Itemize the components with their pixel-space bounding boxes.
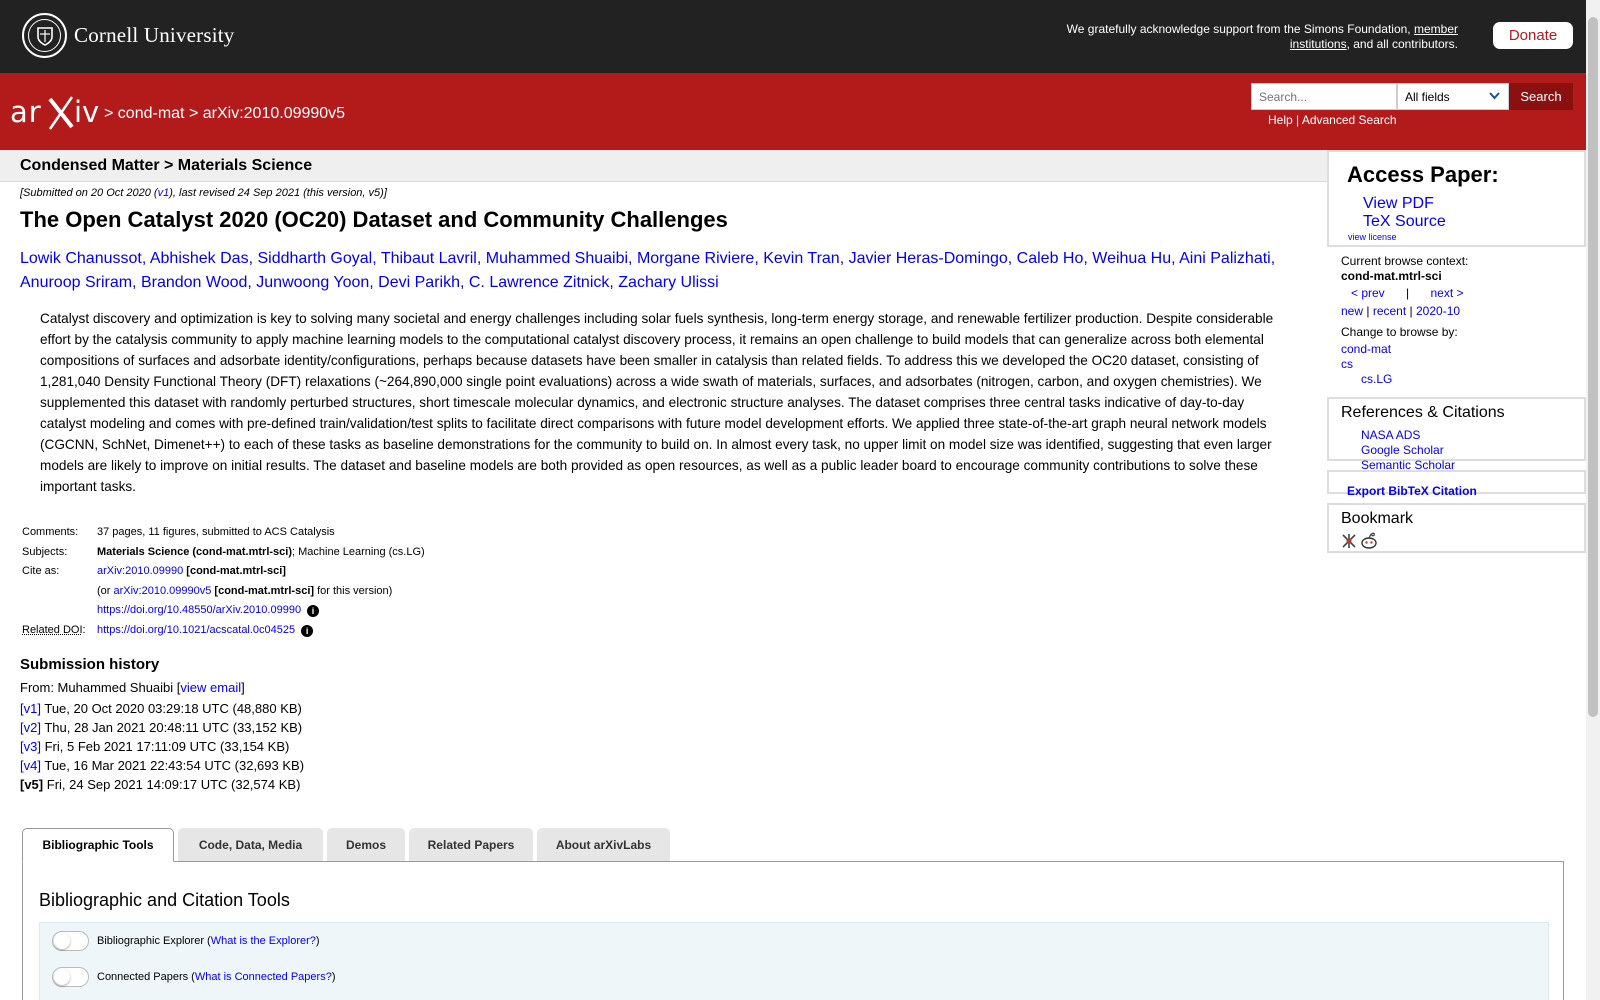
- author-link[interactable]: Kevin Tran: [763, 250, 840, 267]
- help-link[interactable]: Help: [1268, 113, 1293, 127]
- author-list: Lowik Chanussot, Abhishek Das, Siddharth Goyal, Thibaut Lavril, Muhammed Shuaibi, Morgane Riviere, Kevin Tran, Javier Heras-Domingo, Caleb Ho, Weihua Hu, Aini Palizhati, Anuroop Sriram, Brandon Wood, Junwoong Yoon, Devi Parikh, C. Lawrence Zitnick, Zachary Ulissi: [20, 250, 1276, 291]
- current-version-tag: [v5]: [20, 777, 44, 792]
- breadcrumb: > cond-mat > arXiv:2010.09990v5: [104, 105, 346, 122]
- breadcrumb-paper-id: arXiv:2010.09990v5: [202, 105, 346, 122]
- author-link[interactable]: Thibaut Lavril: [380, 250, 477, 267]
- author-link[interactable]: C. Lawrence Zitnick: [468, 274, 610, 291]
- cite-version-link[interactable]: arXiv:2010.09990v5: [113, 584, 212, 597]
- author-link[interactable]: Siddharth Goyal: [257, 250, 373, 267]
- cornell-logo[interactable]: [22, 13, 235, 58]
- member-institutions-link[interactable]: member institutions: [1289, 22, 1458, 51]
- author-link[interactable]: Muhammed Shuaibi: [485, 250, 629, 267]
- prev-next-nav: < prev | next >: [1351, 286, 1464, 300]
- tab-bibliographic-tools[interactable]: Bibliographic Tools: [22, 828, 174, 862]
- references-title: References & Citations: [1341, 404, 1505, 421]
- bookmark-title: Bookmark: [1341, 510, 1414, 527]
- search-input[interactable]: [1251, 83, 1397, 110]
- tab-related-papers[interactable]: Related Papers: [409, 828, 533, 861]
- scrollbar-thumb[interactable]: [1588, 17, 1598, 717]
- author-link[interactable]: Brandon Wood: [140, 274, 248, 291]
- primary-subject: Materials Science (cond-mat.mtrl-sci): [97, 545, 293, 558]
- view-email-link[interactable]: view email: [180, 680, 242, 695]
- view-pdf-link[interactable]: View PDF: [1363, 195, 1434, 212]
- labs-tabs: [22, 828, 674, 862]
- comments-value: 37 pages, 11 figures, submitted to ACS Catalysis: [97, 526, 335, 538]
- donate-button[interactable]: Donate: [1493, 22, 1573, 49]
- author-link[interactable]: Lowik Chanussot: [20, 250, 142, 267]
- access-paper-title: Access Paper:: [1347, 162, 1499, 187]
- author-link[interactable]: Junwoong Yoon: [256, 274, 370, 291]
- recent-link[interactable]: recent: [1372, 304, 1407, 318]
- submission-dateline: [Submitted on 20 Oct 2020 (v1), last revised 24 Sep 2021 (this version, v5)]: [20, 187, 387, 199]
- browse-context-value: cond-mat.mtrl-sci: [1341, 269, 1442, 283]
- subjects-row: Subjects: Materials Science (cond-mat.mtrl-sci); Machine Learning (cs.LG): [22, 545, 425, 558]
- tab-about-arxivlabs[interactable]: About arXivLabs: [537, 828, 670, 861]
- author-link[interactable]: Devi Parikh: [378, 274, 460, 291]
- info-icon[interactable]: i: [301, 625, 313, 637]
- chevron-down-icon: [1488, 89, 1501, 105]
- connected-papers-row: Connected Papers ( What is Connected Papers? ): [52, 967, 335, 987]
- panel-title: Bibliographic and Citation Tools: [39, 890, 290, 910]
- version-item: [v2] Thu, 28 Jan 2021 20:48:11 UTC (33,152 KB): [20, 720, 303, 735]
- version-link[interactable]: [v3]: [20, 739, 41, 754]
- arxiv-header: [0, 73, 1586, 150]
- advanced-search-link[interactable]: Advanced Search: [1301, 113, 1397, 127]
- view-license-link[interactable]: view license: [1348, 232, 1397, 242]
- cornell-seal-icon: [22, 13, 67, 58]
- page-scrollbar[interactable]: [1586, 0, 1600, 1000]
- tools-box: [39, 922, 1549, 1000]
- semantic-scholar-link[interactable]: Semantic Scholar: [1361, 458, 1456, 472]
- version-item: [v5] Fri, 24 Sep 2021 14:09:17 UTC (32,574 KB): [20, 777, 301, 792]
- paper-title: The Open Catalyst 2020 (OC20) Dataset and Community Challenges: [20, 207, 728, 232]
- what-is-connected-papers-link[interactable]: What is Connected Papers?: [194, 971, 332, 983]
- doi-row: [20, 602, 427, 622]
- nasa-ads-link[interactable]: NASA ADS: [1361, 428, 1421, 442]
- export-bibtex-link[interactable]: Export BibTeX Citation: [1347, 484, 1477, 498]
- submission-from: From: Muhammed Shuaibi [view email]: [20, 680, 245, 695]
- month-link[interactable]: 2020-10: [1416, 304, 1461, 318]
- tab-demos[interactable]: Demos: [327, 828, 405, 861]
- author-link[interactable]: Weihua Hu: [1092, 250, 1172, 267]
- arxiv-logo[interactable]: [10, 93, 100, 136]
- svg-text:iv: iv: [74, 95, 100, 129]
- google-scholar-link[interactable]: Google Scholar: [1361, 443, 1444, 457]
- version-link[interactable]: [v1]: [20, 701, 41, 716]
- change-browse-label: Change to browse by:: [1341, 325, 1458, 339]
- what-is-explorer-link[interactable]: What is the Explorer?: [210, 935, 316, 947]
- svg-text:ar: ar: [10, 95, 42, 129]
- browse-cond-mat-link[interactable]: cond-mat: [1341, 342, 1392, 356]
- cornell-banner: [0, 0, 1586, 73]
- author-link[interactable]: Morgane Riviere: [636, 250, 755, 267]
- bibsonomy-icon[interactable]: [1341, 533, 1357, 552]
- author-link[interactable]: Abhishek Das: [149, 250, 249, 267]
- search-button[interactable]: Search: [1509, 83, 1573, 110]
- prev-link[interactable]: < prev: [1351, 286, 1385, 300]
- author-link[interactable]: Anuroop Sriram: [20, 274, 133, 291]
- submission-history-title: Submission history: [20, 656, 160, 673]
- next-link[interactable]: next >: [1430, 286, 1464, 300]
- metadata-table: [20, 524, 427, 642]
- version-link[interactable]: [v2]: [20, 720, 41, 735]
- help-links: Help | Advanced Search: [1268, 113, 1397, 127]
- listing-nav: new | recent | 2020-10: [1341, 304, 1461, 318]
- breadcrumb-cond-mat[interactable]: cond-mat: [117, 105, 185, 122]
- explorer-toggle[interactable]: [52, 931, 89, 951]
- arxiv-logo-icon: [10, 93, 100, 133]
- doi-link[interactable]: https://doi.org/10.48550/arXiv.2010.09990: [97, 604, 302, 617]
- version-link[interactable]: [v4]: [20, 758, 41, 773]
- version-item: [v4] Tue, 16 Mar 2021 22:43:54 UTC (32,693 KB): [20, 758, 305, 773]
- tab-code-data-media[interactable]: Code, Data, Media: [178, 828, 323, 861]
- tab-panel: [22, 861, 1564, 1000]
- cite-row: Cite as: arXiv:2010.09990 [cond-mat.mtrl-sci]: [22, 565, 286, 578]
- version-list: [20, 699, 304, 794]
- cite-id-link[interactable]: arXiv:2010.09990: [97, 565, 184, 578]
- browse-cs-lg-link[interactable]: cs.LG: [1361, 372, 1393, 386]
- author-link[interactable]: Zachary Ulissi: [618, 274, 719, 291]
- version-item: [v1] Tue, 20 Oct 2020 03:29:18 UTC (48,880 KB): [20, 701, 302, 716]
- access-paper-box: [1327, 150, 1586, 247]
- reddit-icon[interactable]: [1360, 532, 1378, 553]
- new-link[interactable]: new: [1341, 304, 1364, 318]
- abstract: Catalyst discovery and optimization is key to solving many societal and energy challenges including solar fuels synthesis, long-term energy storage, and renewable fertilizer production. Despite considerable effort by the catalysis community to apply machine learning models to the computational catalyst discovery process, it remains an open challenge to build models that can generalize across both elemental compositions of surfaces and adsorbate identity/configurations, perhaps because datasets have been smaller in catalysis than related fields. To address this we developed the OC20 dataset, consisting of 1,281,040 Density Functional Theory (DFT) relaxations (~264,890,000 single point evaluations) across a wide swath of materials, surfaces, and adsorbates (nitrogen, carbon, and oxygen chemistries). We supplemented this dataset with randomly perturbed structures, short timescale molecular dynamics, and electronic structure analyses. The dataset comprises three central tasks indicative of day-to-day catalyst modeling and comes with pre-defined train/validation/test splits to facilitate direct comparisons with future model development efforts. We applied three state-of-the-art graph neural network models (CGCNN, SchNet, Dimenet++) to each of these tasks as baseline demonstrations for the community to build on. In almost every task, no upper limit on model size was identified, suggesting that even larger models are likely to improve on initial results. The dataset and baseline models are both provided as open resources, as well as a public leader board to encourage community contributions to solve these important tasks.: [40, 311, 1274, 494]
- browse-context-label: Current browse context:: [1341, 254, 1469, 268]
- author-link[interactable]: Aini Palizhati: [1179, 250, 1271, 267]
- explorer-row: Bibliographic Explorer ( What is the Explorer? ): [52, 931, 320, 951]
- connected-papers-toggle[interactable]: [52, 967, 89, 987]
- info-icon[interactable]: i: [307, 605, 319, 617]
- tex-source-link[interactable]: TeX Source: [1363, 213, 1446, 230]
- support-acknowledgement: We gratefully acknowledge support from the Simons Foundation, member institutions, and all contributors.: [1066, 22, 1458, 51]
- related-doi-link[interactable]: https://doi.org/10.1021/acscatal.0c04525: [97, 623, 296, 636]
- browse-cs-link[interactable]: cs: [1341, 357, 1353, 371]
- related-doi-row: Related DOI: https://doi.org/10.1021/acscatal.0c04525 i: [20, 622, 427, 642]
- cite-version-row: (or arXiv:2010.09990v5 [cond-mat.mtrl-sci] for this version): [97, 584, 393, 597]
- comments-row: Comments: 37 pages, 11 figures, submitted to ACS Catalysis: [20, 524, 427, 544]
- subject-header: [0, 150, 1327, 182]
- cornell-name: Cornell University: [74, 23, 235, 47]
- version-item: [v3] Fri, 5 Feb 2021 17:11:09 UTC (33,154 KB): [20, 739, 290, 754]
- v1-link[interactable]: v1: [157, 187, 170, 199]
- author-link[interactable]: Caleb Ho: [1016, 250, 1084, 267]
- author-link[interactable]: Javier Heras-Domingo: [848, 250, 1008, 267]
- subject-title: Condensed Matter > Materials Science: [20, 157, 313, 174]
- search-field-select[interactable]: All fields: [1397, 83, 1509, 110]
